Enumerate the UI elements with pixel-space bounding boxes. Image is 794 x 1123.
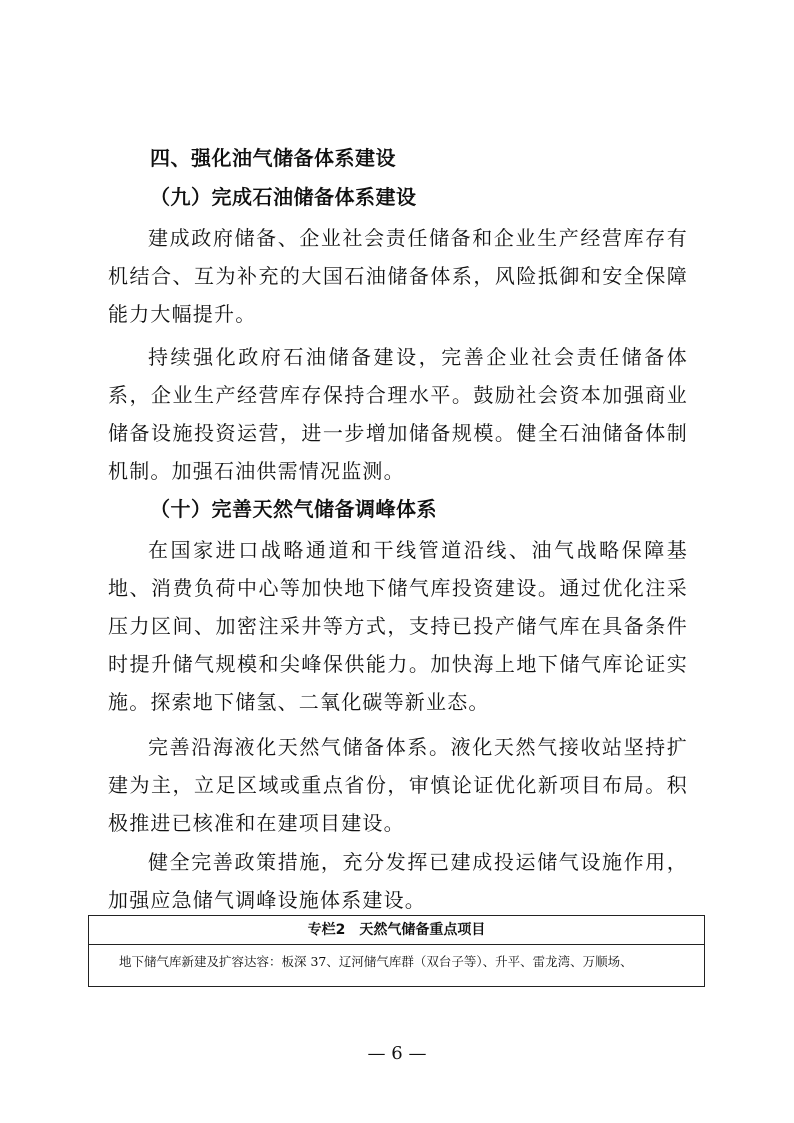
page-number: — 6 —	[367, 1043, 427, 1064]
paragraph: 在国家进口战略通道和干线管道沿线、油气战略保障基地、消费负荷中心等加快地下储气库投资建设。通过优化注采压力区间、加密注采井等方式，支持已投产储气库在具备条件时提升储气规模和尖峰保供能力。加快海上地下储气库论证实施。探索地下储氢、二氧化碳等新业态。	[108, 538, 688, 714]
box-body: 地下储气库新建及扩容达容：板深 37、辽河储气库群（双台子等）、升平、雷龙湾、万顺场、	[119, 954, 633, 969]
subsection-heading-10: （十）完善天然气储备调峰体系	[150, 497, 437, 521]
paragraph: 建成政府储备、企业社会责任储备和企业生产经营库存有机结合、互为补充的大国石油储备体系，风险抵御和安全保障能力大幅提升。	[108, 226, 688, 326]
paragraph: 持续强化政府石油储备建设，完善企业社会责任储备体系，企业生产经营库存保持合理水平。鼓励社会资本加强商业储备设施投资运营，进一步增加储备规模。健全石油储备体制机制。加强石油供需情况监测。	[108, 345, 688, 483]
subsection-heading-9: （九）完成石油储备体系建设	[150, 185, 417, 209]
paragraph: 完善沿海液化天然气储备体系。液化天然气接收站坚持扩建为主，立足区域或重点省份，审慎论证优化新项目布局。积极推进已核准和在建项目建设。	[108, 735, 688, 835]
paragraph: 健全完善政策措施，充分发挥已建成投运储气设施作用，加强应急储气调峰设施体系建设。	[108, 850, 688, 912]
section-heading: 四、强化油气储备体系建设	[150, 146, 396, 170]
sidebar-box	[88, 915, 705, 987]
box-title: 专栏2 天然气储备重点项目	[89, 916, 704, 945]
